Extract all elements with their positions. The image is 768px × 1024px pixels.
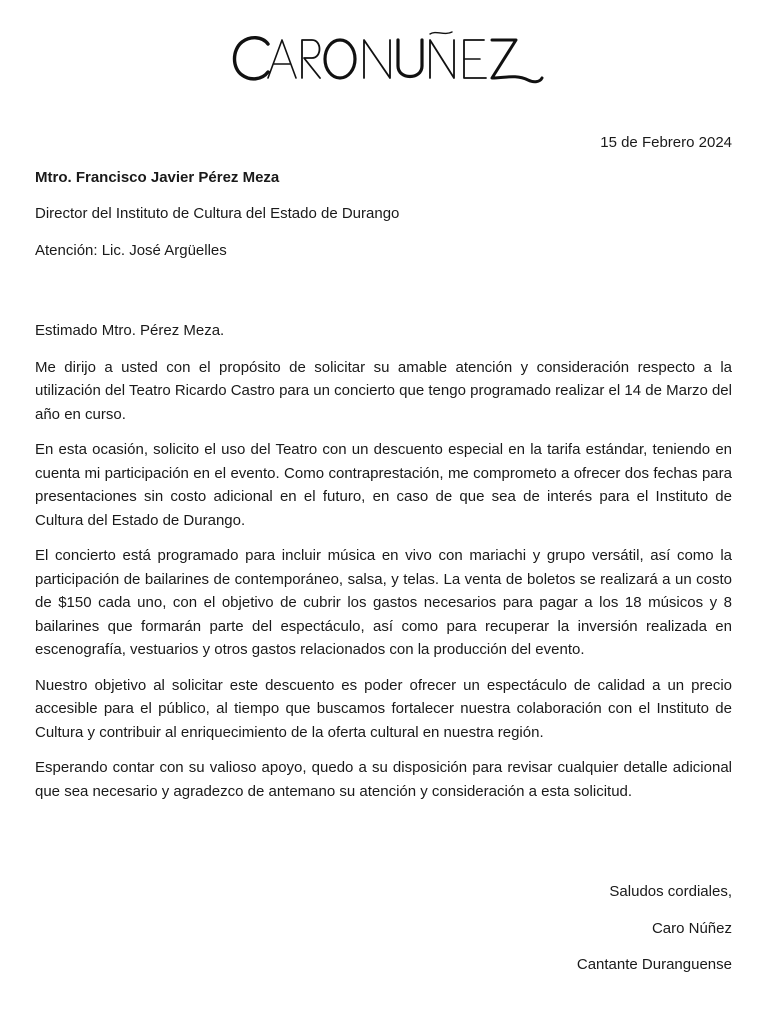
letter-body <box>35 131 732 815</box>
letter-date: 15 de Febrero 2024 <box>600 134 732 151</box>
signer-name: Caro Núñez <box>651 919 732 937</box>
paragraph: En esta ocasión, solicito el uso del Teatro con un descuento especial en la tarifa estándar, teniendo en cuenta mi participación en el evento. Como contraprestación, me comprometo a ofrecer dos fechas para presentaciones sin costo adicional en el futuro, en caso de que sea de interés para el Instituto de Cultura del Estado de Durango. <box>35 441 732 529</box>
attention-line: Atención: Lic. José Argüelles <box>35 241 227 259</box>
recipient-name: Mtro. Francisco Javier Pérez Meza <box>35 168 280 186</box>
paragraph: Esperando contar con su valioso apoyo, quedo a su disposición para revisar cualquier detalle adicional que sea necesario y agradezco de antemano su atención y consideración a esta solicitud. <box>35 759 732 800</box>
paragraph: El concierto está programado para incluir música en vivo con mariachi y grupo versátil, así como la participación de bailarines de contemporáneo, salsa, y telas. La venta de boletos se realizará a un costo de $150 cada uno, con el objetivo de cubrir los gastos necesarios para pagar a los 18 músicos y 8 bailarines que formarán parte del espectáculo, así como para recuperar la inversión realizada en escenografía, vestuarios y otros gastos relacionados con la producción del evento. <box>35 547 732 658</box>
closing-block <box>577 880 732 990</box>
paragraph: Me dirijo a usted con el propósito de solicitar su amable atención y consideración respecto a la utilización del Teatro Ricardo Castro para un concierto que tengo programado realizar el 14 de Marzo del año en curso. <box>35 358 732 423</box>
salutation: Estimado Mtro. Pérez Meza. <box>35 322 225 339</box>
paragraph: Nuestro objetivo al solicitar este descuento es poder ofrecer un espectáculo de calidad a un precio accesible para el público, al tiempo que buscamos fortalecer nuestra colaboración con el Instituto de Cultura y contribuir al enriquecimiento de la oferta cultural en nuestra región. <box>35 676 732 741</box>
spacer <box>35 275 732 319</box>
letterhead-logo <box>0 28 768 90</box>
signer-title: Cantante Duranguense <box>576 956 732 973</box>
closing-greeting: Saludos cordiales, <box>609 883 732 900</box>
recipient-title: Director del Instituto de Cultura del Estado de Durango <box>35 205 400 222</box>
caro-nunez-logo <box>224 28 544 90</box>
